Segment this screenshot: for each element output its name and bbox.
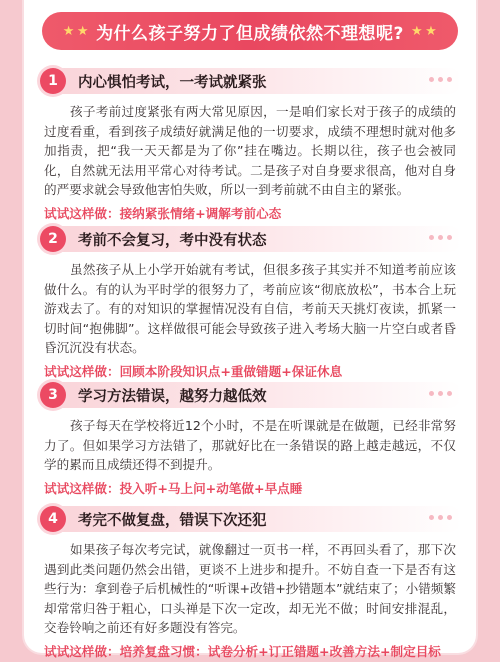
star-icon: ★ — [76, 23, 90, 39]
decorative-dots — [429, 77, 452, 82]
section-number-badge: 4 — [40, 506, 66, 532]
section-heading — [38, 382, 462, 408]
page-title: 为什么孩子努力了但成绩依然不理想呢? — [96, 23, 404, 44]
article-card — [24, 0, 476, 659]
section-body: 孩子每天在学校将近12个小时，不是在听课就是在做题，已经非常努力了。但如果学习方法错了，那就好比在一条错误的路上越走越远，不仅学的累而且成绩还得不到提升。 — [44, 418, 456, 473]
section-3 — [38, 382, 462, 499]
tip-text: 试试这样做：回顾本阶段知识点+重做错题+保证休息 — [44, 363, 343, 379]
tip-text: 试试这样做：接纳紧张情绪+调解考前心态 — [44, 205, 282, 221]
section-title: 考前不会复习，考中没有状态 — [78, 232, 267, 249]
section-title: 学习方法错误，越努力越低效 — [78, 388, 267, 405]
title-banner — [42, 12, 458, 50]
section-heading — [38, 68, 462, 94]
star-icon: ★ — [410, 23, 424, 39]
section-heading — [38, 226, 462, 252]
section-tip — [44, 362, 456, 382]
section-number-badge: 1 — [40, 68, 66, 94]
section-tip — [44, 642, 456, 662]
section-tip — [44, 479, 456, 499]
section-1 — [38, 68, 462, 224]
decorative-dots — [429, 391, 452, 396]
star-icon: ★ — [425, 23, 438, 39]
tip-text: 试试这样做：投入听+马上问+动笔做+早点睡 — [44, 480, 303, 496]
tip-text: 试试这样做：培养复盘习惯：试卷分析+订正错题+改善方法+制定目标 — [44, 643, 441, 659]
section-body: 虽然孩子从上小学开始就有考试，但很多孩子其实并不知道考前应该做什么。有的认为平时学的很努力了，考前应该“彻底放松”，书本合上玩游戏去了。有的对知识的掌握情况没有自信，考前天天挑灯夜读，抓紧一切时间“抱佛脚”。这样做很可能会导致孩子进入考场大脑一片空白或者昏昏沉沉没有状态。 — [44, 262, 456, 356]
section-body: 如果孩子每次考完试，就像翻过一页书一样，不再回头看了，那下次遇到此类问题仍然会出错，更谈不上进步和提升。不妨自查一下是否有这些行为：拿到卷子后机械性的“听课+改错+抄错题本”就结束了；小错频繁却常常归咎于粗心，口头禅是下次一定改，却无光不做；时间安排混乱，交卷铃响之前还有好多题没有答完。 — [44, 542, 456, 636]
decorative-dots — [429, 515, 452, 520]
section-title: 考完不做复盘，错误下次还犯 — [78, 512, 267, 529]
section-heading — [38, 506, 462, 532]
decorative-dots — [429, 235, 452, 240]
section-title: 内心惧怕考试，一考试就紧张 — [78, 74, 267, 91]
section-body: 孩子考前过度紧张有两大常见原因，一是咱们家长对于孩子的成绩的过度看重，看到孩子成绩好就满足他的一切要求，成绩不理想时就对他多加指责，把“我一天天都是为了你”挂在嘴边。长期以往，孩子也会被同化，自然就无法用平常心对待考试。二是孩子对自身要求很高，他对自身的严要求就会导致他害怕失败，所以一到考前就不由自主的紧张。 — [44, 104, 456, 198]
section-2 — [38, 226, 462, 382]
section-4 — [38, 506, 462, 662]
section-number-badge: 2 — [40, 226, 66, 252]
section-number-badge: 3 — [40, 382, 66, 408]
star-icon: ★ — [62, 23, 75, 39]
section-tip — [44, 204, 456, 224]
